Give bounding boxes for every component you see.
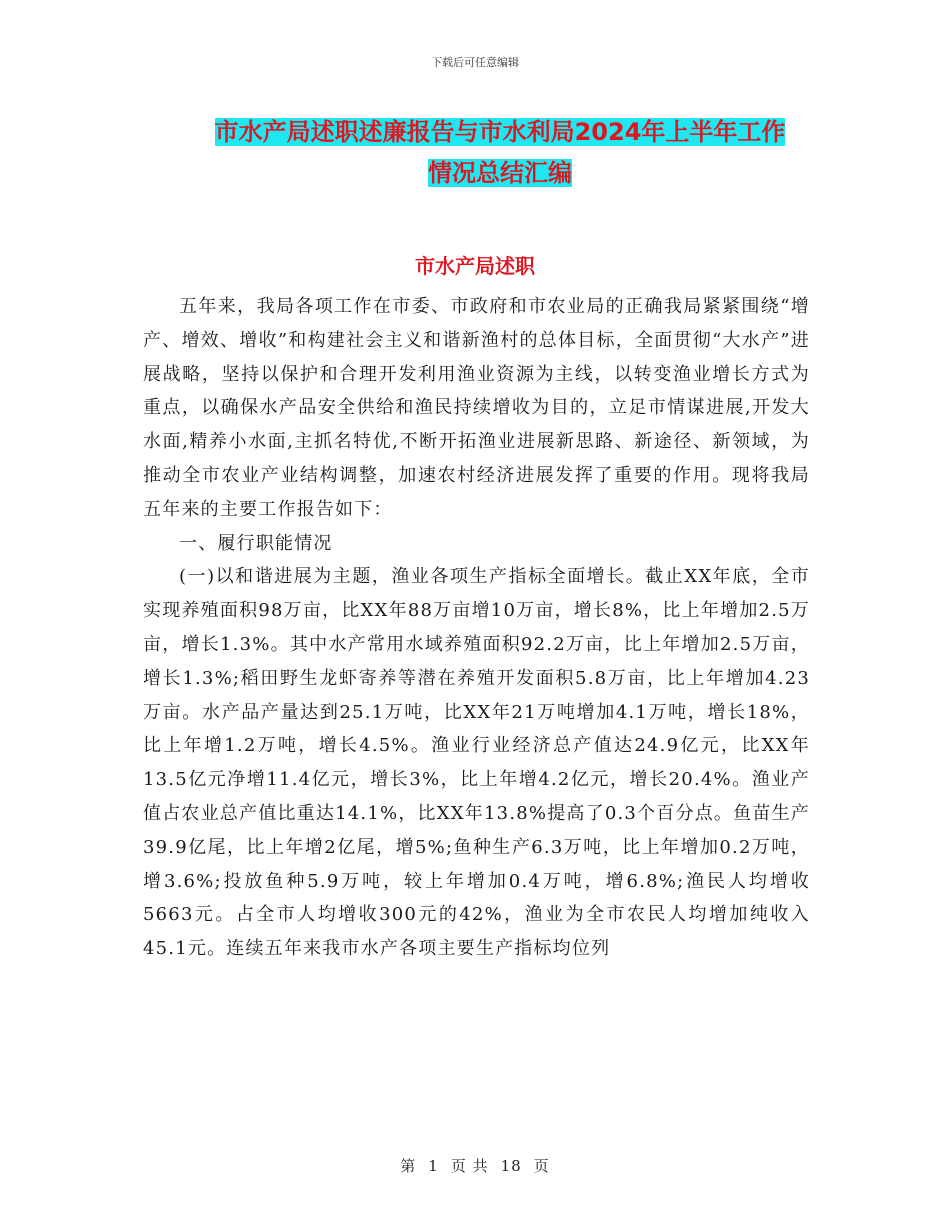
page-footer <box>0 1155 950 1176</box>
section-heading: 市水产局述职 <box>415 254 535 278</box>
header-note: 下载后可任意编辑 <box>431 56 519 69</box>
paragraph-section-1: 一、履行职能情况 <box>179 532 333 554</box>
paragraph-stats: (一)以和谐进展为主题，渔业各项生产指标全面增长。截止XX年底，全市实现养殖面积98万亩，比XX年88万亩增10万亩，增长8%，比上年增加2.5万亩，增长1.3%。其中水产常用水域养殖面积92.2万亩，比上年增加2.5万亩，增长1.3%;稻田野生龙虾寄养等潜在养殖开发面积5.8万亩，比上年增加4.23万亩。水产品产量达到25.1万吨，比XX年21万吨增加4.1万吨，增长18%，比上年增1.2万吨，增长4.5%。渔业行业经济总产值达24.9亿元，比XX年13.5亿元净增11.4亿元，增长3%，比上年增4.2亿元，增长20.4%。渔业产值占农业总产值比重达14.1%，比XX年13.8%提高了0.3个百分点。鱼苗生产39.9亿尾，比上年增2亿尾，增5%;鱼种生产6.3万吨，比上年增加0.2万吨，增3.6%;投放鱼种5.9万吨，较上年增加0.4万吨，增6.8%;渔民人均增收5663元。占全市人均增收300元的42%，渔业为全市农民人均增加纯收入45.1元。连续五年来我市水产各项主要生产指标均位列 <box>143 566 810 960</box>
footer-prefix: 第 <box>400 1157 417 1175</box>
footer-suffix: 页 <box>533 1157 550 1175</box>
paragraph-intro: 五年来，我局各项工作在市委、市政府和市农业局的正确我局紧紧围绕“增产、增效、增收”和构建社会主义和谐新渔村的总体目标，全面贯彻“大水产”进展战略，坚持以保护和合理开发利用渔业资源为主线，以转变渔业增长方式为重点，以确保水产品安全供给和渔民持续增收为目的，立足市情谋进展,开发大水面,精养小水面,主抓名特优,不断开拓渔业进展新思路、新途径、新领域，为推动全市农业产业结构调整，加速农村经济进展发挥了重要的作用。现将我局五年来的主要工作报告如下： <box>143 296 810 520</box>
title-line-2: 情况总结汇编 <box>428 159 572 187</box>
body-text <box>143 290 810 966</box>
document-title <box>140 112 860 194</box>
page-number: 1 <box>428 1157 439 1175</box>
footer-middle: 页 共 <box>450 1157 489 1175</box>
page-total: 18 <box>500 1157 522 1175</box>
title-line-1: 市水产局述职述廉报告与市水利局2024年上半年工作 <box>214 118 786 146</box>
